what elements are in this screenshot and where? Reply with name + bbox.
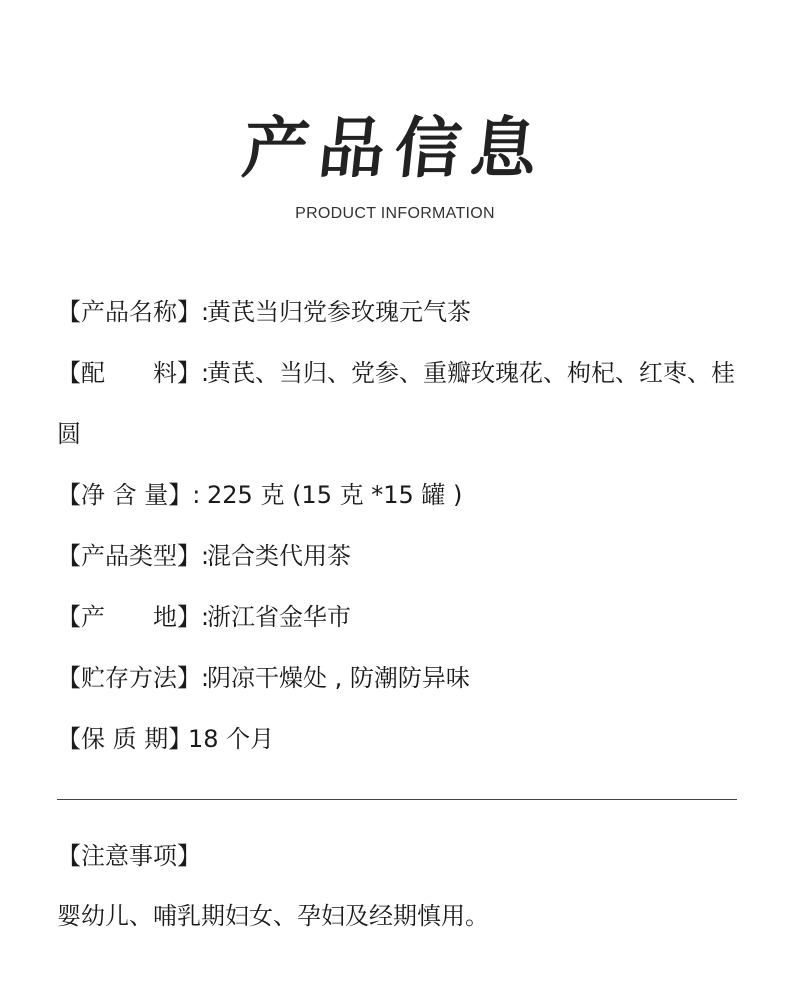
- info-row-name: [57, 296, 471, 328]
- shelf-life-value: 18 个月: [188, 725, 275, 753]
- storage-label: 【贮存方法】:: [57, 664, 210, 692]
- notice-text: 婴幼儿、哺乳期妇女、孕妇及经期慎用。: [57, 902, 489, 930]
- ingredients-value: 黄芪、当归、党参、重瓣玫瑰花、枸杞、红枣、桂: [207, 359, 735, 387]
- notice-title: 【注意事项】: [57, 842, 201, 870]
- ingredients-label-close: 料】:: [153, 359, 210, 387]
- name-value: 黄芪当归党参玫瑰元气茶: [207, 298, 471, 326]
- net-weight-value: 225 克 (15 克 *15 罐 ): [207, 481, 463, 509]
- ingredients-label: [57, 357, 210, 389]
- info-row-ingredients-cont: [57, 418, 81, 450]
- info-row-ingredients: [57, 357, 735, 389]
- origin-label-open: 【产: [57, 603, 105, 631]
- origin-value: 浙江省金华市: [207, 603, 351, 631]
- origin-label-close: 地】:: [153, 603, 210, 631]
- info-row-origin: [57, 601, 351, 633]
- info-row-type: [57, 540, 351, 572]
- info-row-storage: [57, 662, 470, 694]
- name-label: 【产品名称】:: [57, 298, 210, 326]
- page-subtitle: PRODUCT INFORMATION: [295, 205, 495, 222]
- info-row-net-weight: [57, 479, 462, 511]
- page-title: 产品信息: [238, 109, 552, 187]
- type-value: 混合类代用茶: [207, 542, 351, 570]
- shelf-life-label: 【保 质 期】: [57, 725, 193, 753]
- storage-value: 阴凉干燥处 , 防潮防异味: [207, 664, 470, 692]
- origin-label: [57, 601, 210, 633]
- ingredients-label-open: 【配: [57, 359, 105, 387]
- type-label: 【产品类型】:: [57, 542, 210, 570]
- info-row-shelf-life: [57, 723, 274, 755]
- divider: [57, 799, 737, 800]
- ingredients-value-cont: 圆: [57, 420, 81, 448]
- net-weight-label: 【净 含 量】:: [57, 481, 201, 509]
